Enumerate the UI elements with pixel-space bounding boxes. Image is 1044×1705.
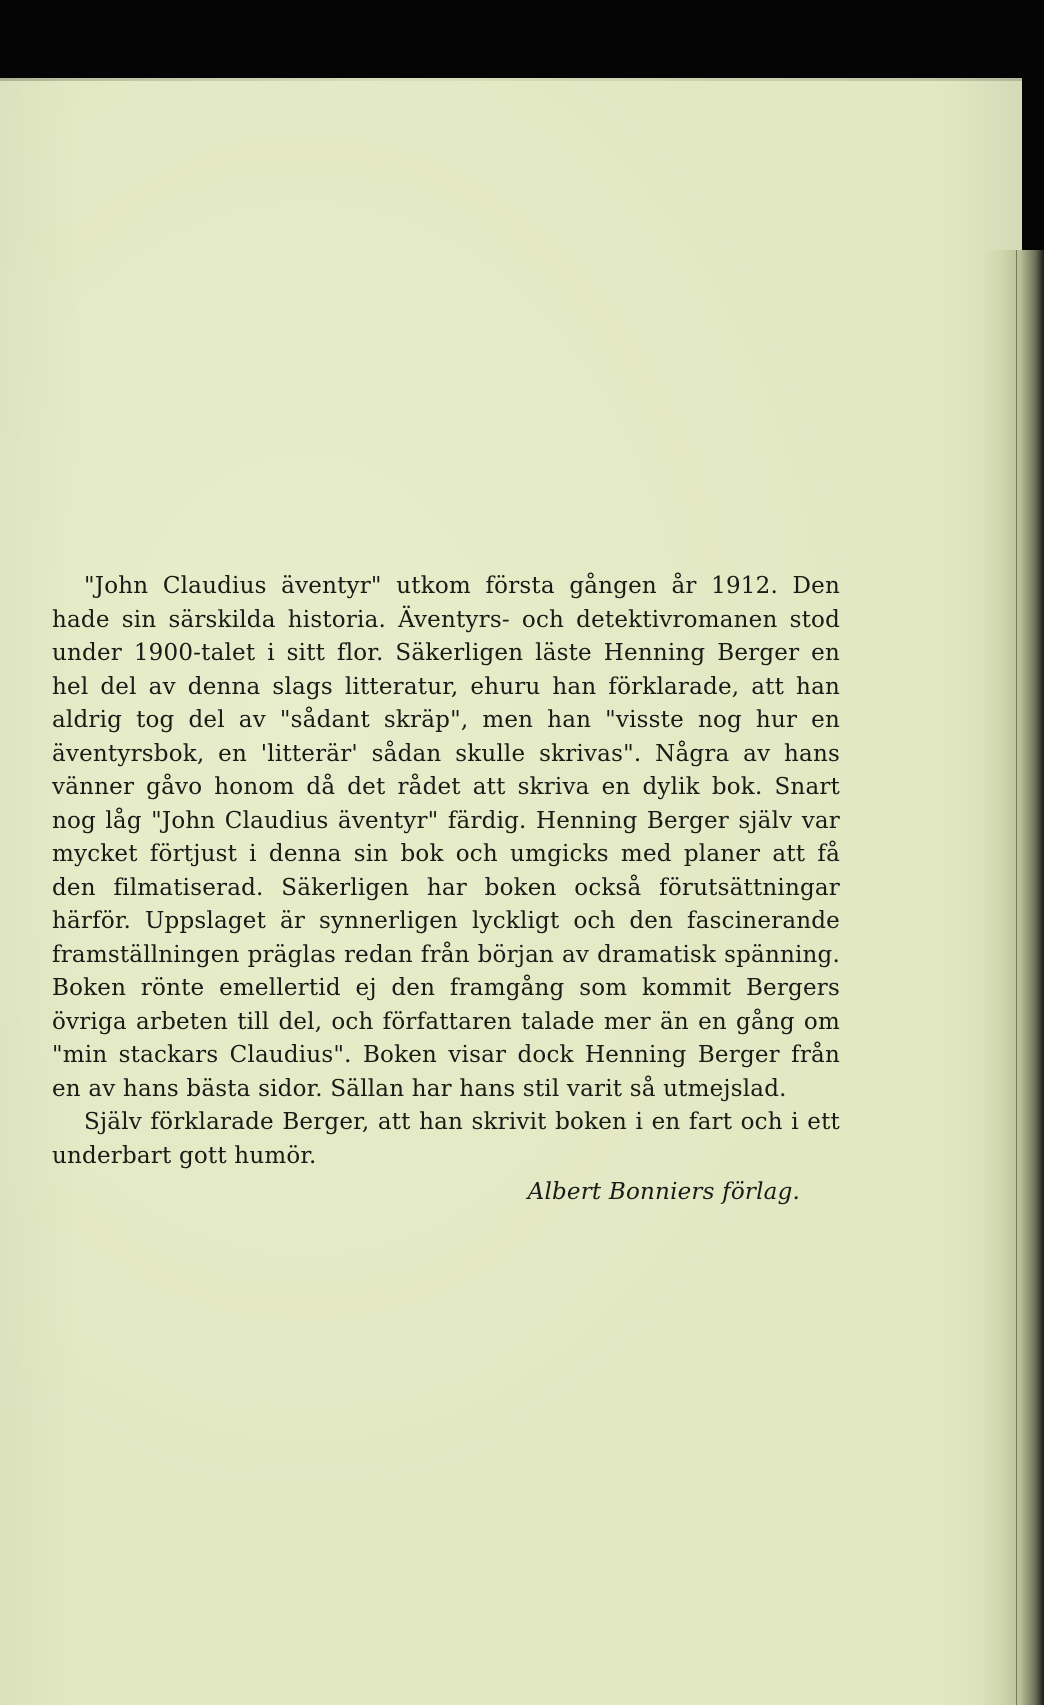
book-page <box>0 78 1022 1705</box>
gutter-fold-line <box>1016 250 1017 1705</box>
book-gutter <box>985 250 1044 1705</box>
paragraph-author-remark: Själv förklarade Berger, att han skrivit boken i en fart och i ett underbart gott humör. <box>52 1109 840 1169</box>
publisher-signature: Albert Bonniers förlag. <box>527 1179 800 1205</box>
publisher-note <box>52 570 840 1210</box>
paragraph-history: "John Claudius äventyr" utkom första gången år 1912. Den hade sin särskilda historia. Äventyrs- och detektivromanen stod under 1900-talet i sitt flor. Säkerligen läste Henning Berger en hel del av denna slags litteratur, ehuru han förklarade, att han aldrig tog del av "sådant skräp", men han "visste nog hur en äventyrsbok, en 'litterär' sådan skulle skrivas". Några av hans vänner gåvo honom då det rådet att skriva en dylik bok. Snart nog låg "John Claudius äventyr" färdig. Henning Berger själv var mycket förtjust i denna sin bok och umgicks med planer att få den filmatiserad. Säkerligen har boken också förutsättningar härför. Uppslaget är synnerligen lyckligt och den fascinerande framställningen präglas redan från början av dramatisk spänning. Boken rönte emellertid ej den framgång som kommit Bergers övriga arbeten till del, och författaren talade mer än en gång om "min stackars Claudius". Boken visar dock Henning Berger från en av hans bästa sidor. Sällan har hans stil varit så utmejslad. <box>52 573 840 1102</box>
page-top-edge <box>0 78 1022 81</box>
